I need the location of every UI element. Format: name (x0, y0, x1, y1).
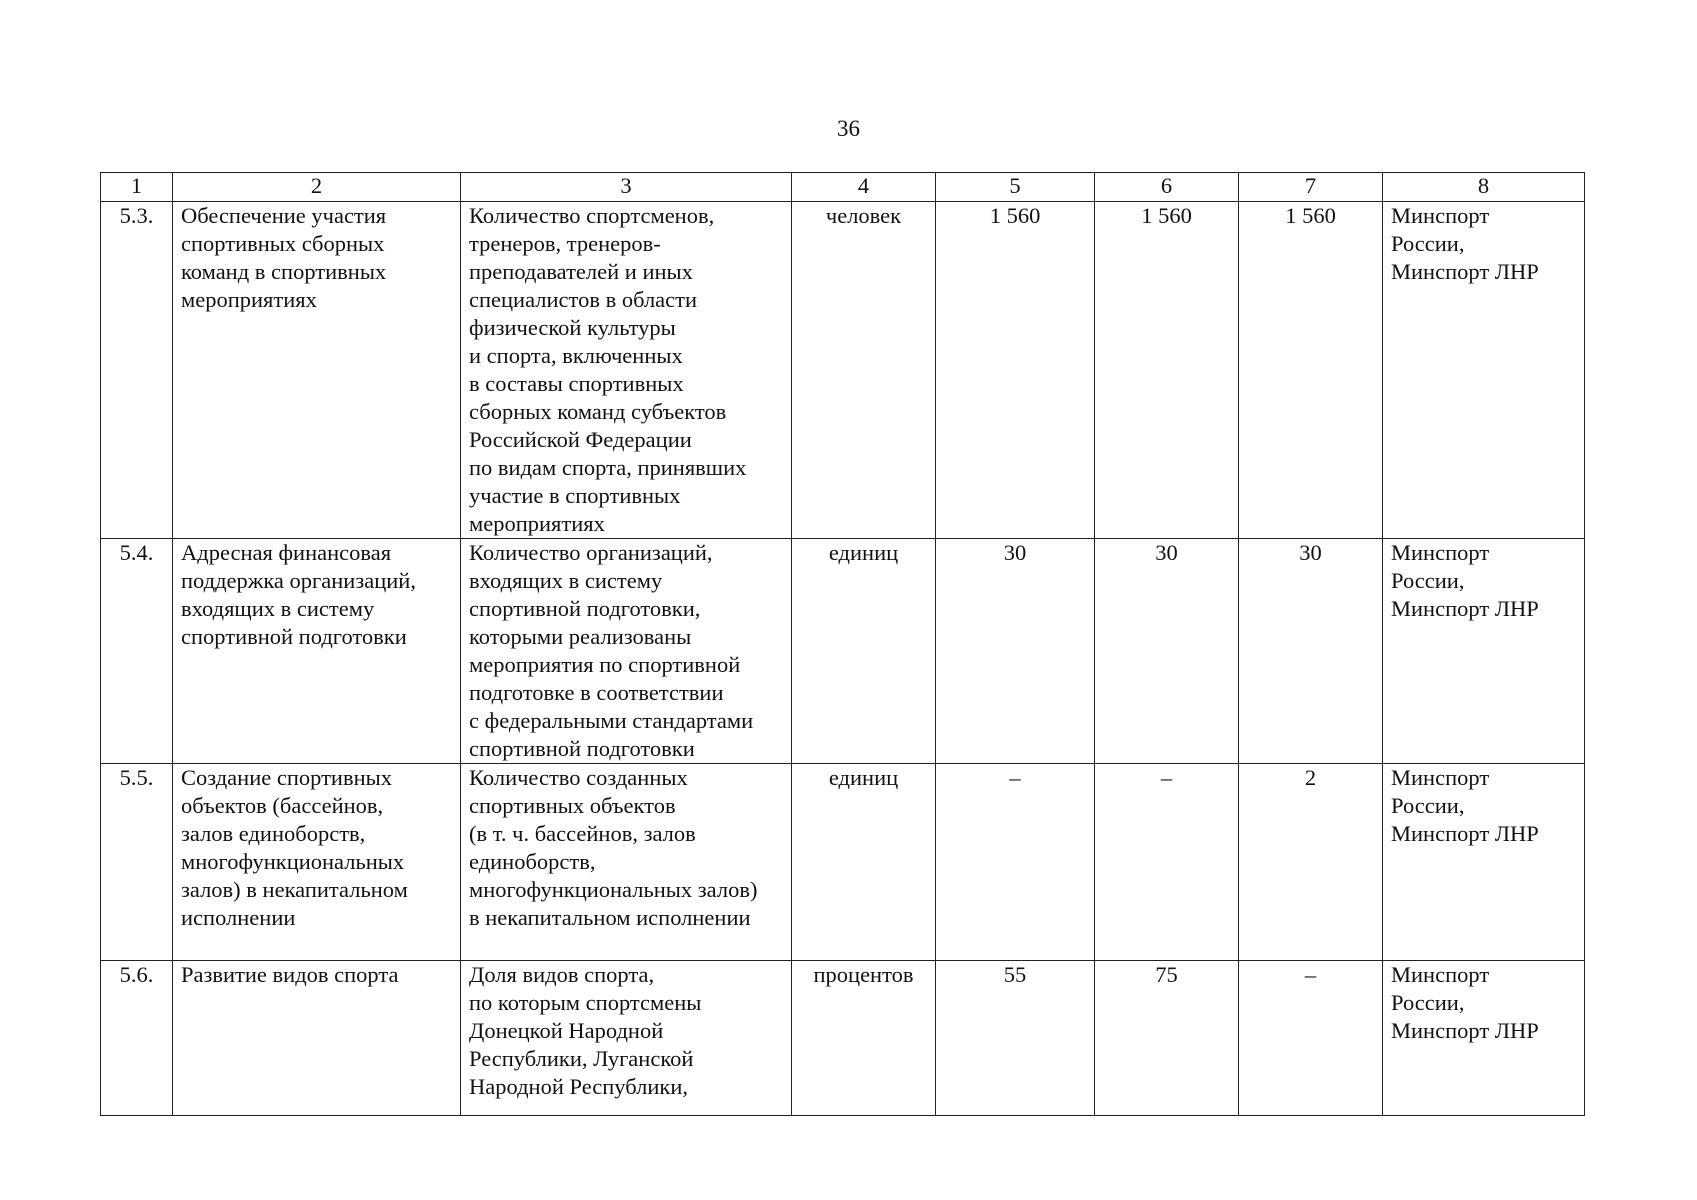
item-number-cell: 5.4. (101, 539, 173, 764)
column-header: 6 (1095, 173, 1239, 202)
value-cell-col5: 30 (936, 539, 1095, 764)
table-row (101, 202, 1585, 539)
item-number-cell: 5.3. (101, 202, 173, 539)
executor-cell: Минспорт России, Минспорт ЛНР (1383, 202, 1585, 539)
unit-cell: процентов (792, 961, 936, 1116)
indicators-table (100, 172, 1585, 1116)
column-header: 3 (461, 173, 792, 202)
executor-cell: Минспорт России, Минспорт ЛНР (1383, 539, 1585, 764)
table-row (101, 764, 1585, 961)
table-row (101, 539, 1585, 764)
activity-name-cell: Развитие видов спорта (173, 961, 461, 1116)
indicator-cell: Количество организаций, входящих в систему спортивной подготовки, которыми реализованы мероприятия по спортивной подготовке в соответствии с федеральными стандартами спортивной подготовки (461, 539, 792, 764)
value-cell-col6: – (1095, 764, 1239, 961)
column-header: 1 (101, 173, 173, 202)
column-header: 4 (792, 173, 936, 202)
column-number-row (101, 173, 1585, 202)
value-cell-col5: – (936, 764, 1095, 961)
executor-cell: Минспорт России, Минспорт ЛНР (1383, 961, 1585, 1116)
page-number: 36 (837, 116, 860, 141)
value-cell-col5: 55 (936, 961, 1095, 1116)
value-cell-col7: 2 (1239, 764, 1383, 961)
activity-name-cell: Адресная финансовая поддержка организаций, входящих в систему спортивной подготовки (173, 539, 461, 764)
activity-name-cell: Создание спортивных объектов (бассейнов, залов единоборств, многофункциональных залов) в некапитальном исполнении (173, 764, 461, 961)
value-cell-col6: 1 560 (1095, 202, 1239, 539)
column-header: 8 (1383, 173, 1585, 202)
value-cell-col6: 75 (1095, 961, 1239, 1116)
value-cell-col5: 1 560 (936, 202, 1095, 539)
column-header: 2 (173, 173, 461, 202)
value-cell-col7: 30 (1239, 539, 1383, 764)
unit-cell: единиц (792, 539, 936, 764)
value-cell-col7: – (1239, 961, 1383, 1116)
activity-name-cell: Обеспечение участия спортивных сборных команд в спортивных мероприятиях (173, 202, 461, 539)
unit-cell: единиц (792, 764, 936, 961)
unit-cell: человек (792, 202, 936, 539)
value-cell-col6: 30 (1095, 539, 1239, 764)
column-header: 7 (1239, 173, 1383, 202)
table-row (101, 961, 1585, 1116)
executor-cell: Минспорт России, Минспорт ЛНР (1383, 764, 1585, 961)
indicator-cell: Доля видов спорта, по которым спортсмены Донецкой Народной Республики, Луганской Народной Республики, (461, 961, 792, 1116)
indicator-cell: Количество спортсменов, тренеров, тренеров- преподавателей и иных специалистов в области физической культуры и спорта, включенных в составы спортивных сборных команд субъектов Российской Федерации по видам спорта, принявших участие в спортивных мероприятиях (461, 202, 792, 539)
item-number-cell: 5.6. (101, 961, 173, 1116)
indicator-cell: Количество созданных спортивных объектов (в т. ч. бассейнов, залов единоборств, многофункциональных залов) в некапитальном исполнении (461, 764, 792, 961)
column-header: 5 (936, 173, 1095, 202)
item-number-cell: 5.5. (101, 764, 173, 961)
value-cell-col7: 1 560 (1239, 202, 1383, 539)
